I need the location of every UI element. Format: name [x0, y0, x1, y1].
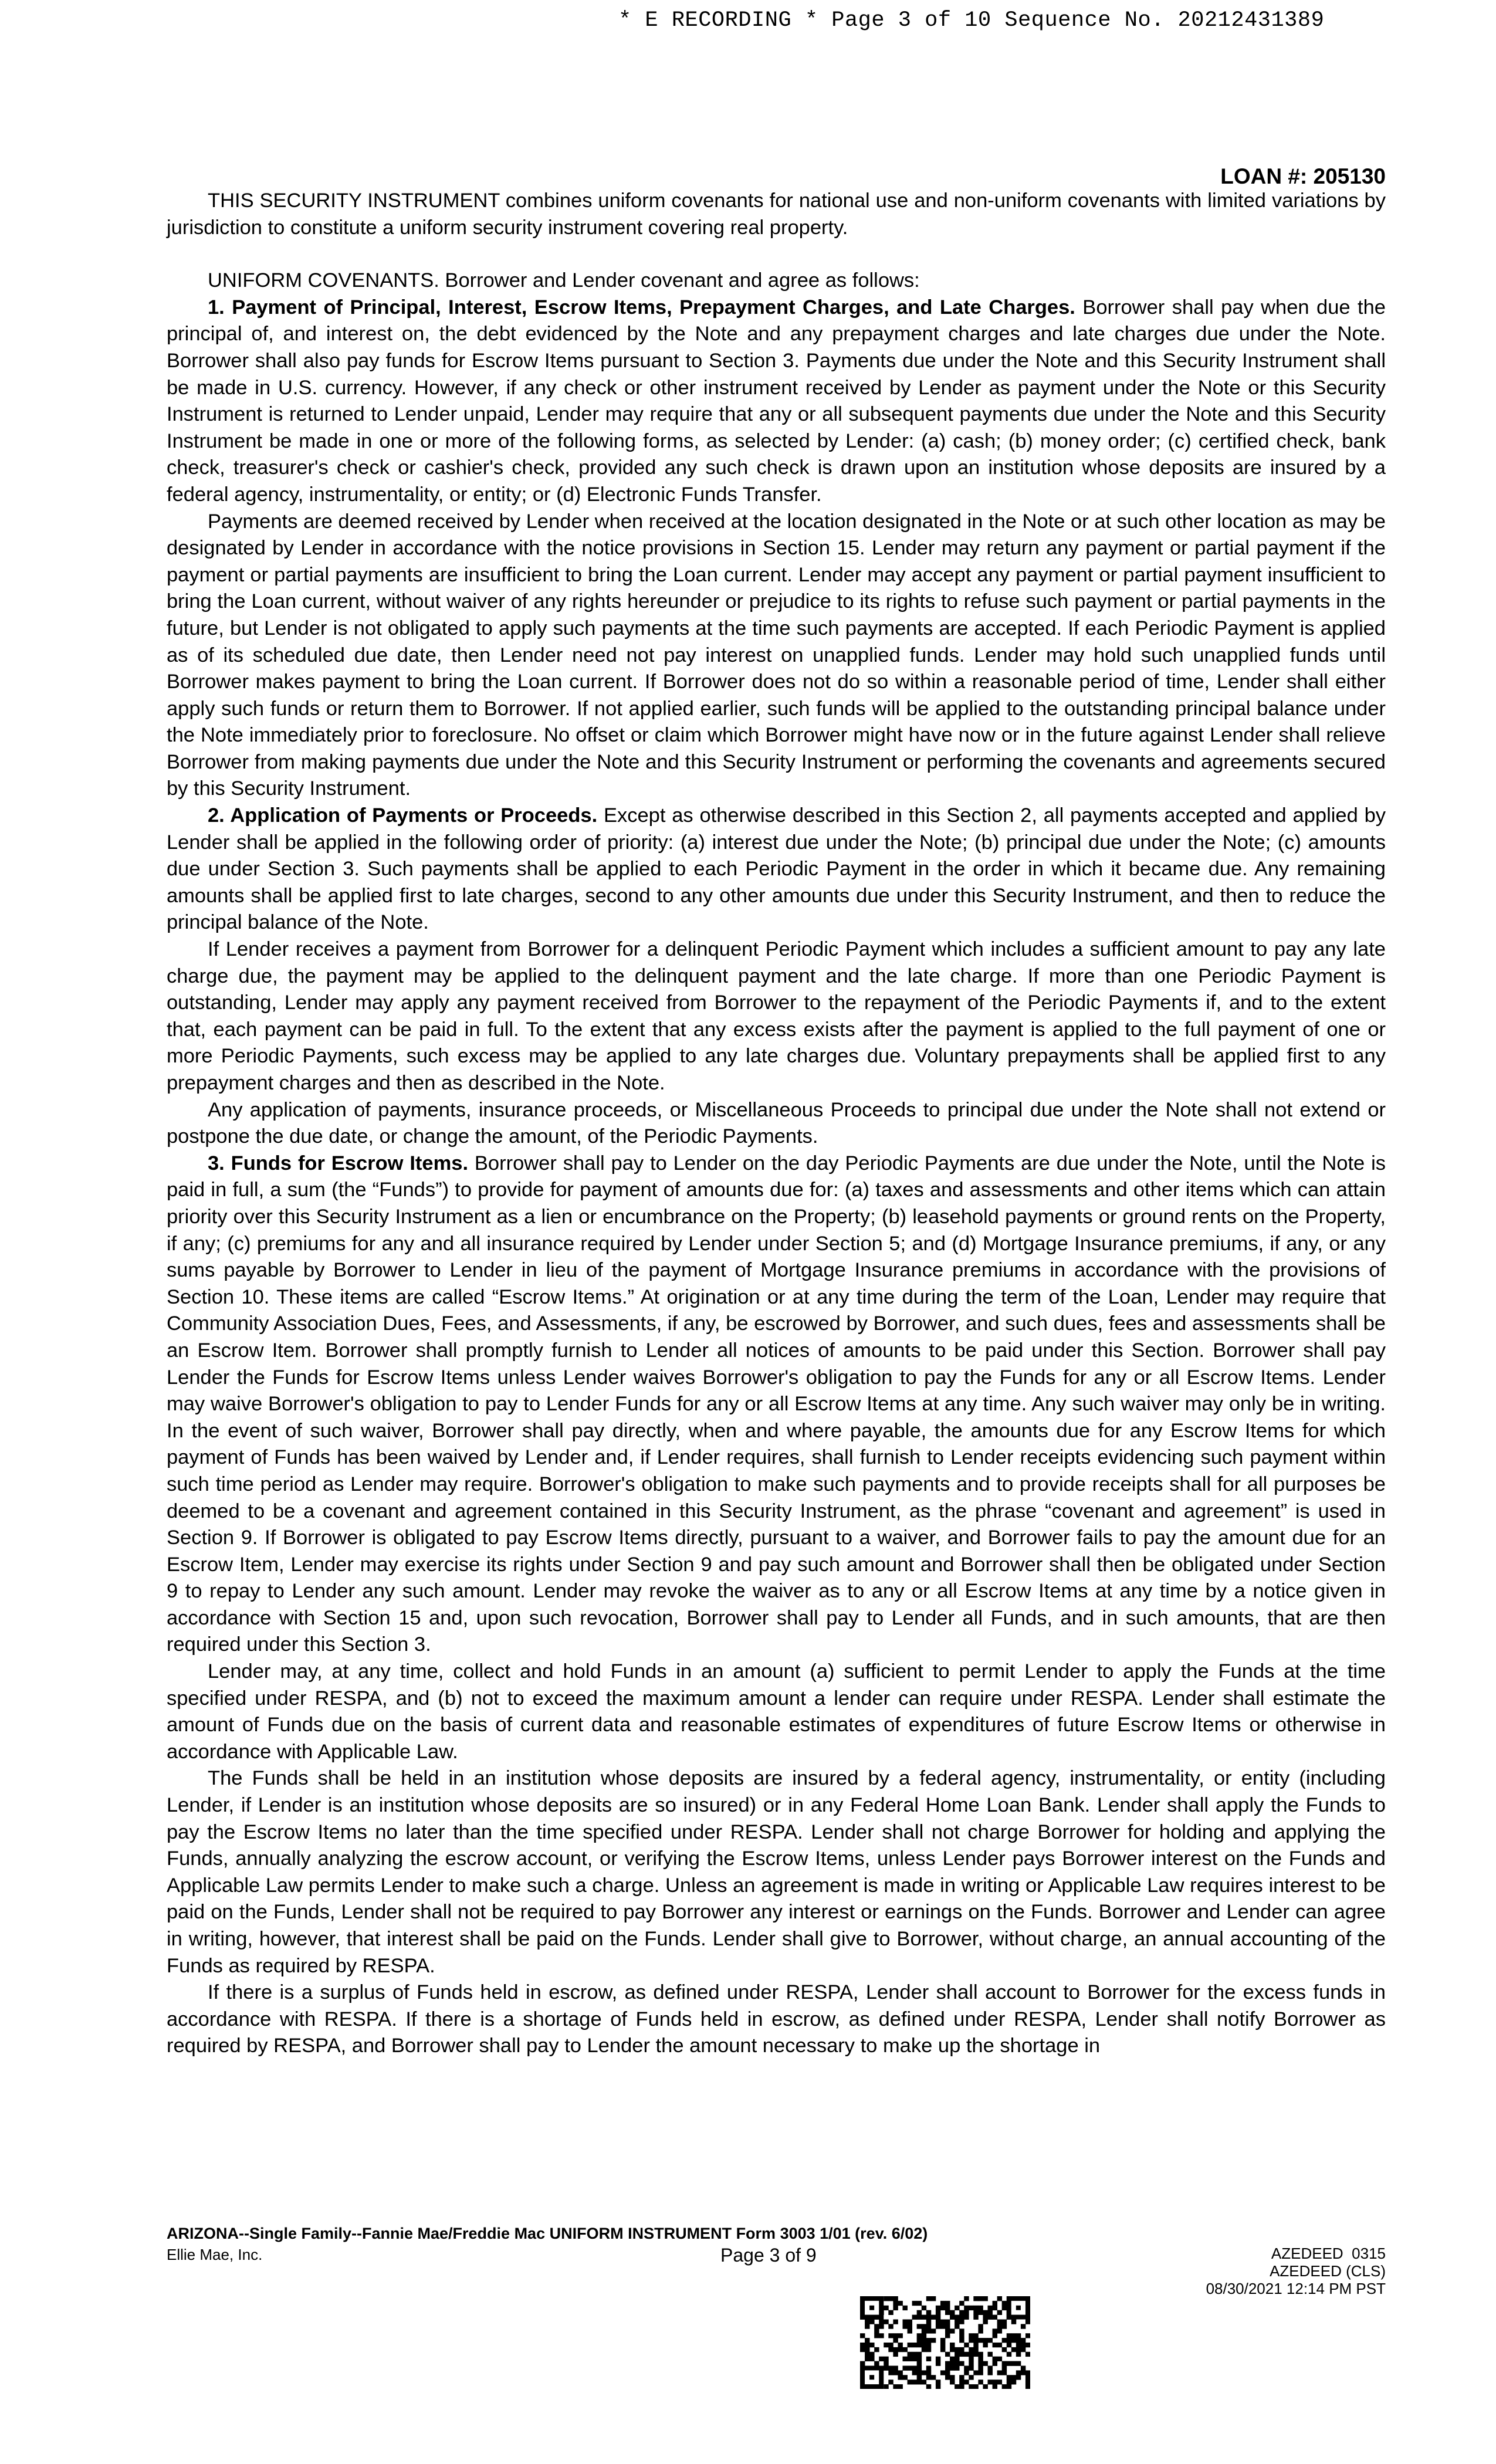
section-heading: 2. Application of Payments or Proceeds. — [208, 804, 598, 827]
page-number: Page 3 of 9 — [720, 2245, 817, 2266]
barcode-icon — [860, 2296, 1030, 2389]
form-code: AZEDEED 0315 — [1271, 2245, 1386, 2262]
section-2: 2. Application of Payments or Proceeds. Except as otherwise described in this Section 2, all payments accepted and applied by Lender shall be applied in the following order of priority: (a) interest due under the Note; (b) principal due under the Note; (c) amounts due under Section 3. Such payments shall be applied to each Periodic Payment in the order in which it became due. Any remaining amounts shall be applied first to late charges, second to any other amounts due under this Security Instrument, and then to reduce the principal balance of the Note. — [167, 804, 1386, 934]
paragraph: The Funds shall be held in an institution whose deposits are insured by a federal agency, instrumentality, or entity (including Lender, if Lender is an institution whose deposits are so insured) or in any Federal Home Loan Bank. Lender shall apply the Funds to pay the Escrow Items no later than the time specified under RESPA. Lender shall not charge Borrower for holding and applying the Funds, annually analyzing the escrow account, or verifying the Escrow Items, unless Lender pays Borrower interest on the Funds and Applicable Law permits Lender to make such a charge. Unless an agreement is made in writing or Applicable Law requires interest to be paid on the Funds, Lender shall not be required to pay Borrower any interest or earnings on the Funds. Borrower and Lender can agree in writing, however, that interest shall be paid on the Funds. Lender shall give to Borrower, without charge, an annual accounting of the Funds as required by RESPA. — [167, 1767, 1386, 1977]
page-footer — [167, 2225, 1386, 2354]
paragraph: UNIFORM COVENANTS. Borrower and Lender covenant and agree as follows: — [208, 269, 920, 292]
form-code-cls: AZEDEED (CLS) — [1270, 2262, 1386, 2280]
recording-stamp: * E RECORDING * Page 3 of 10 Sequence No. 20212431389 — [618, 8, 1325, 33]
print-timestamp: 08/30/2021 12:14 PM PST — [1206, 2280, 1386, 2297]
paragraph: Payments are deemed received by Lender when received at the location designated in the Note or at such other location as may be designated by Lender in accordance with the notice provisions in Section 15. Lender may return any payment or partial payment if the payment or partial payments are insufficient to bring the Loan current. Lender may accept any payment or partial payment insufficient to bring the Loan current, without waiver of any rights hereunder or prejudice to its rights to refuse such payment or partial payments in the future, but Lender is not obligated to apply such payments at the time such payments are accepted. If each Periodic Payment is applied as of its scheduled due date, then Lender need not pay interest on unapplied funds. Lender may hold such unapplied funds until Borrower makes payment to bring the Loan current. If Borrower does not do so within a reasonable period of time, Lender shall either apply such funds or return them to Borrower. If not applied earlier, such funds will be applied to the outstanding principal balance under the Note immediately prior to foreclosure. No offset or claim which Borrower might have now or in the future against Lender shall relieve Borrower from making payments due under the Note and this Security Instrument or performing the covenants and agreements secured by this Security Instrument. — [167, 510, 1386, 800]
loan-number: LOAN #: 205130 — [1220, 164, 1386, 188]
vendor-name: Ellie Mae, Inc. — [167, 2246, 263, 2263]
section-1: 1. Payment of Principal, Interest, Escrow Items, Prepayment Charges, and Late Charges. Borrower shall pay when due the principal of, and interest on, the debt evidenced by the Note and any prepayment charges and late charges due under the Note. Borrower shall also pay funds for Escrow Items pursuant to Section 3. Payments due under the Note and this Security Instrument shall be made in U.S. currency. However, if any check or other instrument received by Lender as payment under the Note or this Security Instrument is returned to Lender unpaid, Lender may require that any or all subsequent payments due under the Note and this Security Instrument be made in one or more of the following forms, as selected by Lender: (a) cash; (b) money order; (c) certified check, bank check, treasurer's check or cashier's check, provided any such check is drawn upon an institution whose deposits are insured by a federal agency, instrumentality, or entity; or (d) Electronic Funds Transfer. — [167, 296, 1386, 506]
section-heading: 3. Funds for Escrow Items. — [208, 1152, 469, 1175]
paragraph: If Lender receives a payment from Borrower for a delinquent Periodic Payment which includes a sufficient amount to pay any late charge due, the payment may be applied to the delinquent payment and the late charge. If more than one Periodic Payment is outstanding, Lender may apply any payment received from Borrower to the repayment of the Periodic Payments if, and to the extent that, each payment can be paid in full. To the extent that any excess exists after the payment is applied to the full payment of one or more Periodic Payments, such excess may be applied to any late charges due. Voluntary prepayments shall be applied first to any prepayment charges and then as described in the Note. — [167, 938, 1386, 1094]
paragraph: Any application of payments, insurance proceeds, or Miscellaneous Proceeds to principal due under the Note shall not extend or postpone the due date, or change the amount, of the Periodic Payments. — [167, 1098, 1386, 1148]
paragraph: THIS SECURITY INSTRUMENT combines uniform covenants for national use and non-uniform covenants with limited variations by jurisdiction to constitute a uniform security instrument covering real property. — [167, 189, 1386, 239]
document-body — [167, 188, 1386, 2060]
section-3: 3. Funds for Escrow Items. Borrower shall pay to Lender on the day Periodic Payments are due under the Note, until the Note is paid in full, a sum (the “Funds”) to provide for payment of amounts due for: (a) taxes and assessments and other items which can attain priority over this Security Instrument as a lien or encumbrance on the Property; (b) leasehold payments or ground rents on the Property, if any; (c) premiums for any and all insurance required by Lender under Section 5; and (d) Mortgage Insurance premiums, if any, or any sums payable by Borrower to Lender in lieu of the payment of Mortgage Insurance premiums in accordance with the provisions of Section 10. These items are called “Escrow Items.” At origination or at any time during the term of the Loan, Lender may require that Community Association Dues, Fees, and Assessments, if any, be escrowed by Borrower, and such dues, fees and assessments shall be an Escrow Item. Borrower shall promptly furnish to Lender all notices of amounts to be paid under this Section. Borrower shall pay Lender the Funds for Escrow Items unless Lender waives Borrower's obligation to pay the Funds for any or all Escrow Items. Lender may waive Borrower's obligation to pay to Lender Funds for any or all Escrow Items at any time. Any such waiver may only be in writing. In the event of such waiver, Borrower shall pay directly, when and where payable, the amounts due for any Escrow Items for which payment of Funds has been waived by Lender and, if Lender requires, shall furnish to Lender receipts evidencing such payment within such time period as Lender may require. Borrower's obligation to make such payments and to provide receipts shall for all purposes be deemed to be a covenant and agreement contained in this Security Instrument, as the phrase “covenant and agreement” is used in Section 9. If Borrower is obligated to pay Escrow Items directly, pursuant to a waiver, and Borrower fails to pay the amount due for an Escrow Item, Lender may exercise its rights under Section 9 and pay such amount and Borrower shall then be obligated under Section 9 to repay to Lender any such amount. Lender may revoke the waiver as to any or all Escrow Items at any time by a notice given in accordance with Section 15 and, upon such revocation, Borrower shall pay to Lender all Funds, and in such amounts, that are then required under this Section 3. — [167, 1152, 1386, 1656]
paragraph: If there is a surplus of Funds held in escrow, as defined under RESPA, Lender shall account to Borrower for the excess funds in accordance with RESPA. If there is a shortage of Funds held in escrow, as defined under RESPA, Lender shall notify Borrower as required by RESPA, and Borrower shall pay to Lender the amount necessary to make up the shortage in — [167, 1981, 1386, 2057]
document-codes — [1206, 2245, 1386, 2297]
section-heading: 1. Payment of Principal, Interest, Escrow Items, Prepayment Charges, and Late Charges. — [208, 296, 1075, 319]
paragraph: Lender may, at any time, collect and hold Funds in an amount (a) sufficient to permit Lender to apply the Funds at the time specified under RESPA, and (b) not to exceed the maximum amount a lender can require under RESPA. Lender shall estimate the amount of Funds due on the basis of current data and reasonable estimates of expenditures of future Escrow Items or otherwise in accordance with Applicable Law. — [167, 1660, 1386, 1763]
form-identifier: ARIZONA--Single Family--Fannie Mae/Freddie Mac UNIFORM INSTRUMENT Form 3003 1/01 (rev. 6/02) — [167, 2225, 928, 2242]
